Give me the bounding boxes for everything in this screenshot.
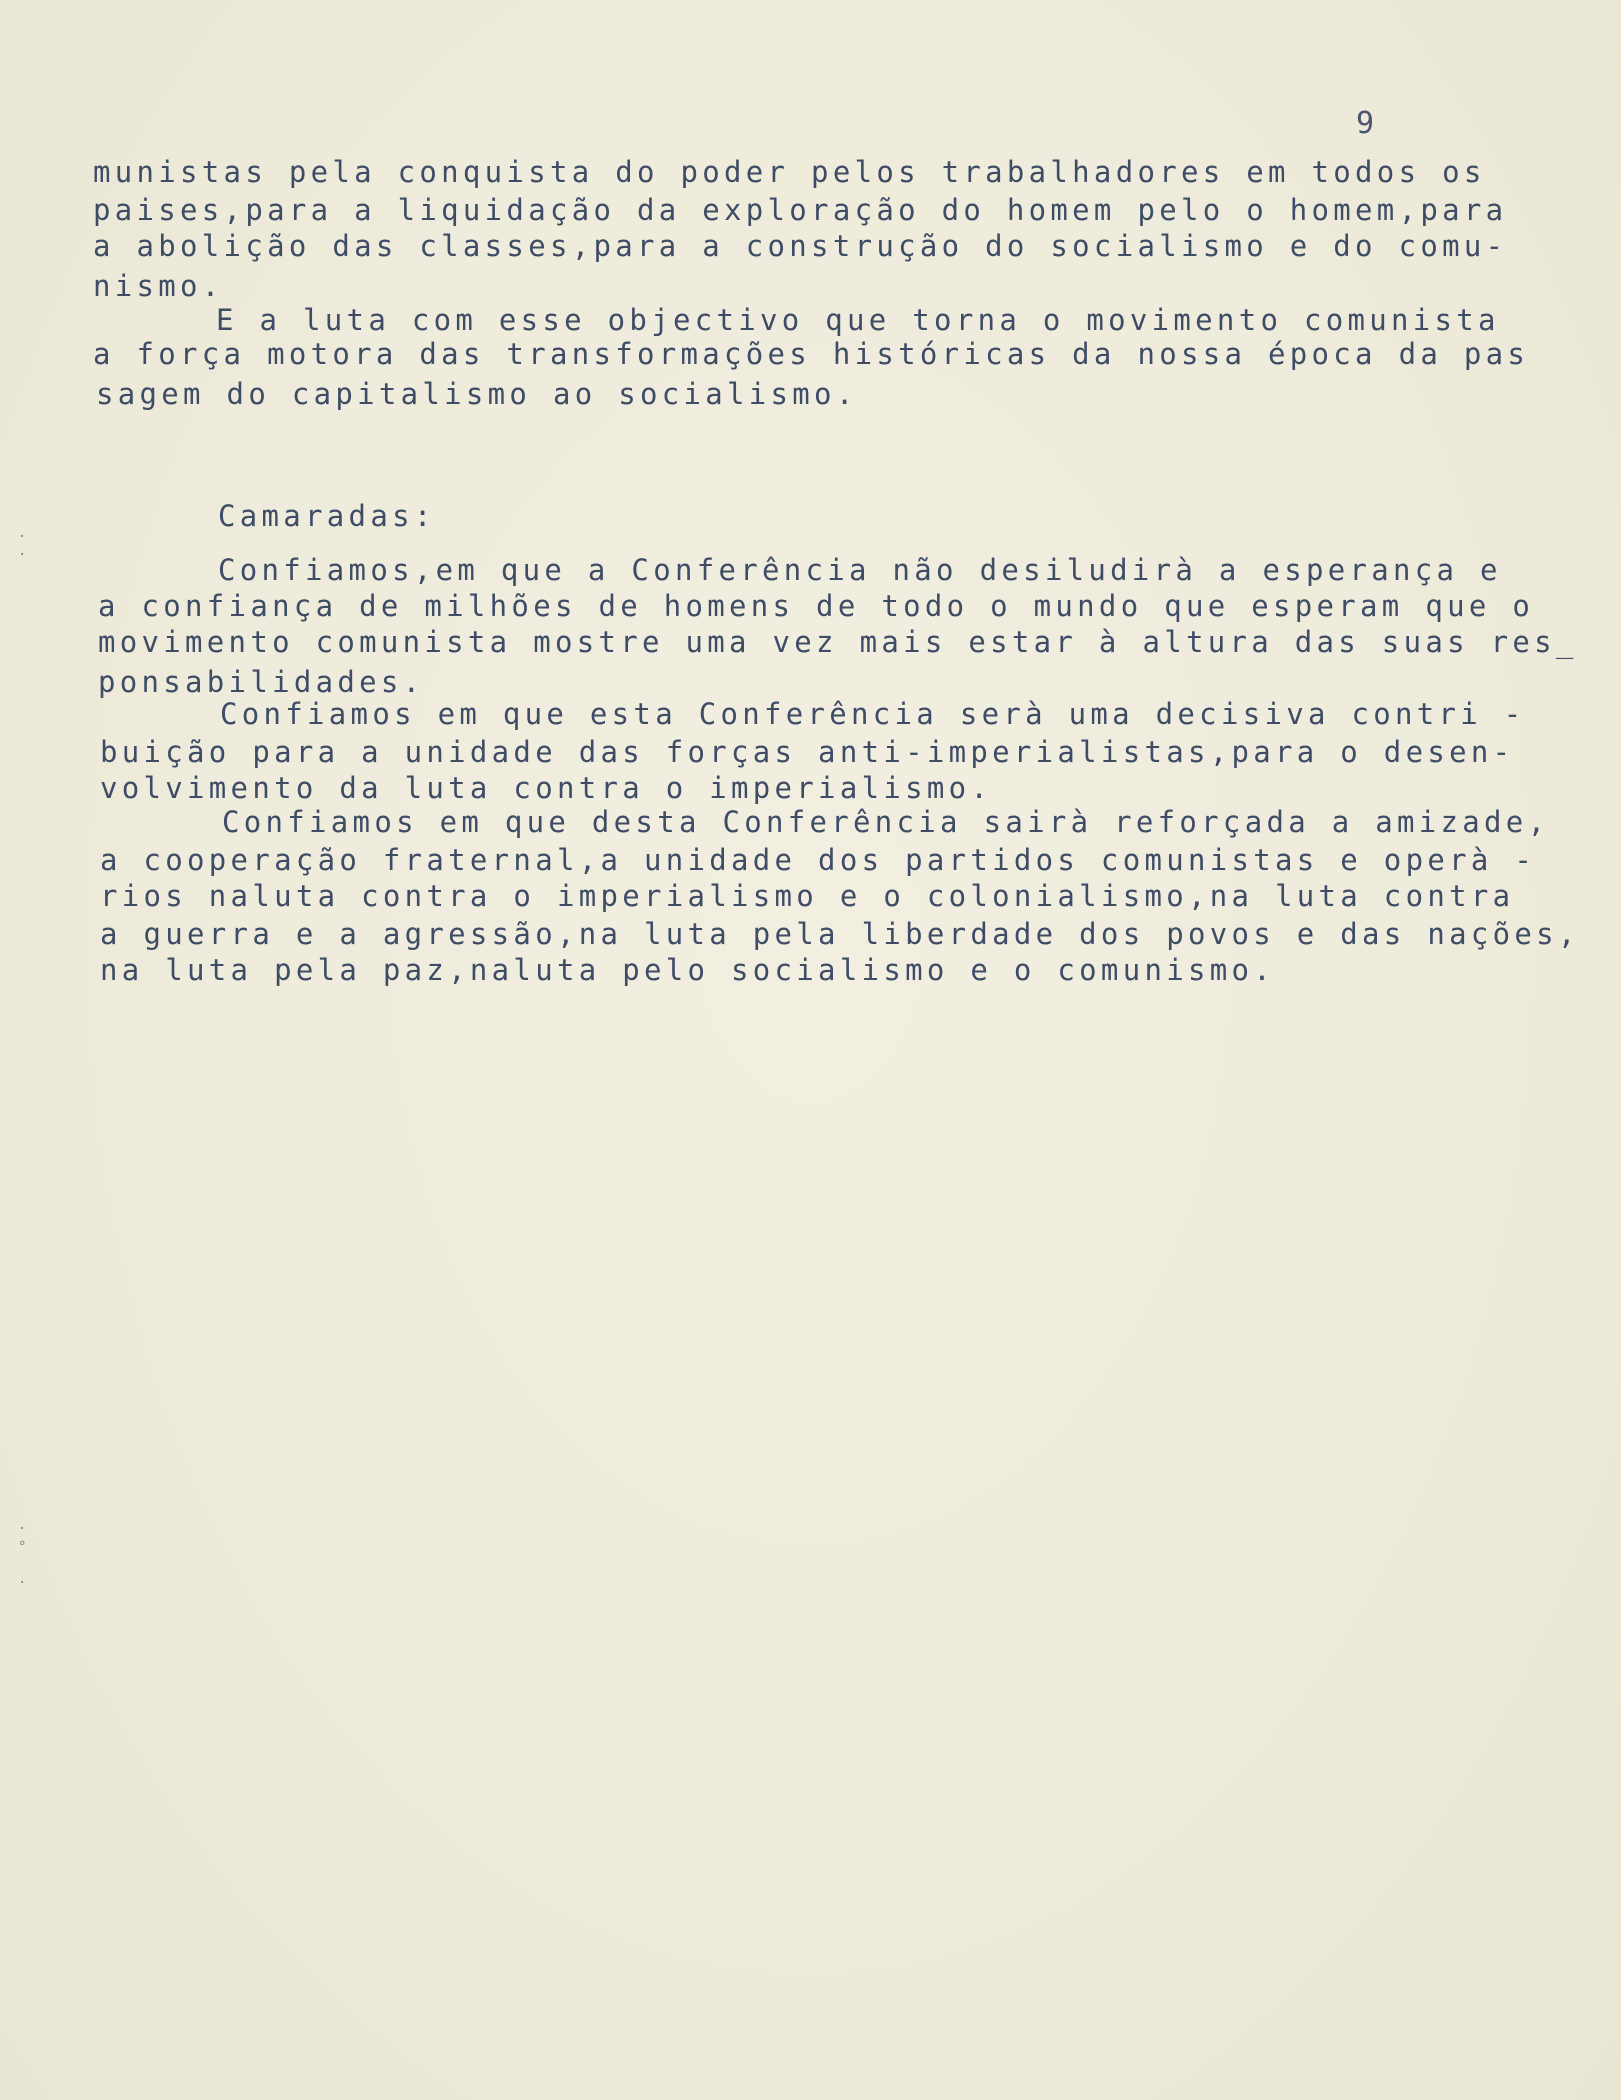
text-line: a cooperação fraternal,a unidade dos partidos comunistas e operà - (100, 843, 1537, 877)
text-line: movimento comunista mostre uma vez mais estar à altura das suas res_ (98, 625, 1578, 659)
text-line: Confiamos em que esta Conferência serà uma decisiva contri - (220, 697, 1526, 731)
text-line: munistas pela conquista do poder pelos trabalhadores em todos os (93, 155, 1486, 189)
text-line: a força motora das transformações históricas da nossa época da pas (93, 337, 1530, 371)
text-line: E a luta com esse objectivo que torna o movimento comunista (216, 303, 1500, 337)
text-line: buição para a unidade das forças anti-imperialistas,para o desen- (100, 735, 1515, 769)
salutation: Camaradas: (218, 499, 436, 533)
text-line: na luta pela paz,naluta pelo socialismo e o comunismo. (100, 953, 1276, 987)
punch-marks-top: · · (18, 529, 27, 563)
text-line: nismo. (93, 269, 224, 303)
text-line: rios naluta contra o imperialismo e o colonialismo,na luta contra (100, 879, 1515, 913)
text-line: Confiamos em que desta Conferência sairà reforçada a amizade, (222, 805, 1550, 839)
text-line: a confiança de milhões de homens de todo o mundo que esperam que o (98, 589, 1535, 623)
text-line: a abolição das classes,para a construção do socialismo e do comu- (93, 229, 1508, 263)
text-line: a guerra e a agressão,na luta pela liberdade dos povos e das nações, (100, 917, 1580, 951)
text-line: sagem do capitalismo ao socialismo. (96, 377, 858, 411)
text-line: volvimento da luta contra o imperialismo. (100, 771, 993, 805)
page-number: 9 (1356, 106, 1375, 141)
text-line: Confiamos,em que a Conferência não desiludirà a esperança e (218, 553, 1502, 587)
text-line: paises,para a liquidação da exploração do homem pelo o homem,para (93, 193, 1508, 227)
text-line: ponsabilidades. (98, 665, 425, 699)
punch-marks-bottom: · ° · (18, 1521, 27, 1591)
